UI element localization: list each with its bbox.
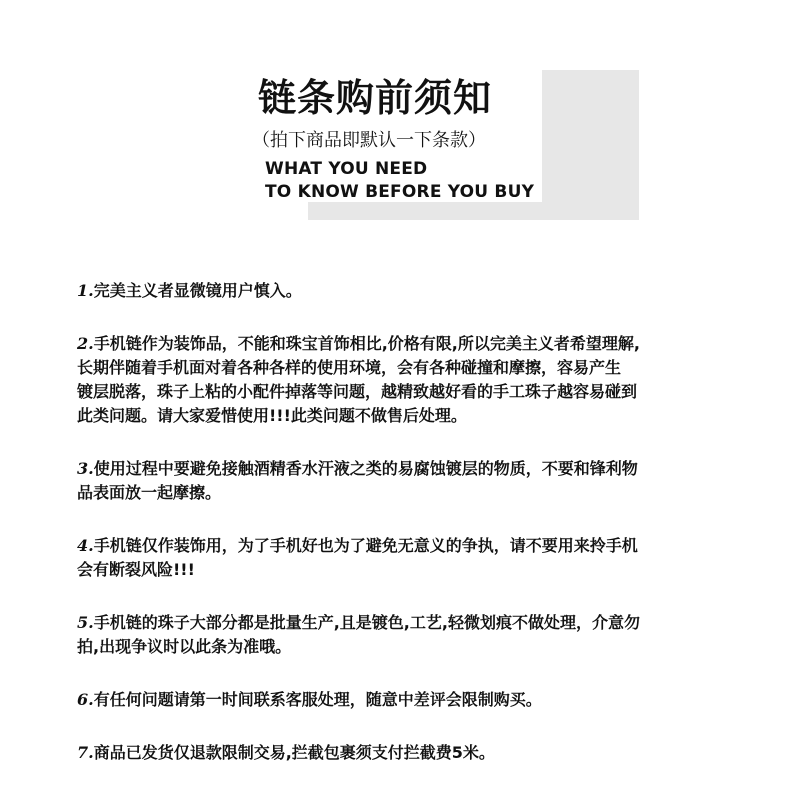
notice-text: 手机链作为装饰品，不能和珠宝首饰相比,价格有限,所以完美主义者希望理解, xyxy=(93,334,640,353)
english-heading-line-1: WHAT YOU NEED xyxy=(265,159,428,179)
notice-number: 1. xyxy=(77,281,94,300)
notice-item-6 xyxy=(77,688,747,712)
notice-item-7 xyxy=(77,741,747,765)
notice-number: 2. xyxy=(77,334,94,353)
notice-item-1 xyxy=(77,279,747,303)
notice-text: 此类问题。请大家爱惜使用!!!此类问题不做售后处理。 xyxy=(77,406,467,425)
notice-item-4 xyxy=(77,534,747,582)
notice-list xyxy=(77,279,747,794)
notice-text: 镀层脱落，珠子上粘的小配件掉落等问题，越精致越好看的手工珠子越容易碰到 xyxy=(77,382,638,401)
notice-text: 完美主义者显微镜用户慎入。 xyxy=(93,281,302,300)
notice-text: 使用过程中要避免接触酒精香水汗液之类的易腐蚀镀层的物质，不要和锋利物 xyxy=(93,459,638,478)
page-title: 链条购前须知 xyxy=(258,76,493,120)
notice-number: 3. xyxy=(77,459,94,478)
notice-item-5 xyxy=(77,611,747,659)
notice-number: 5. xyxy=(77,613,94,632)
notice-text: 手机链的珠子大部分都是批量生产,且是镀色,工艺,轻微划痕不做处理，介意勿 xyxy=(93,613,640,632)
notice-number: 4. xyxy=(77,536,94,555)
notice-text: 品表面放一起摩擦。 xyxy=(77,483,222,502)
notice-number: 7. xyxy=(77,743,94,762)
notice-text: 长期伴随着手机面对着各种各样的使用环境，会有各种碰撞和摩擦，容易产生 xyxy=(77,358,622,377)
page-subtitle: （拍下商品即默认一下条款） xyxy=(252,130,486,151)
notice-text: 手机链仅作装饰用，为了手机好也为了避免无意义的争执，请不要用来拎手机 xyxy=(93,536,638,555)
notice-item-3 xyxy=(77,457,747,505)
notice-text: 有任何问题请第一时间联系客服处理，随意中差评会限制购买。 xyxy=(93,690,542,709)
english-heading-line-2: TO KNOW BEFORE YOU BUY xyxy=(265,182,535,202)
notice-text: 会有断裂风险!!! xyxy=(77,560,195,579)
notice-item-2 xyxy=(77,332,747,428)
notice-text: 商品已发货仅退款限制交易,拦截包裹须支付拦截费5米。 xyxy=(93,743,495,762)
notice-text: 拍,出现争议时以此条为准哦。 xyxy=(77,637,292,656)
notice-number: 6. xyxy=(77,690,94,709)
